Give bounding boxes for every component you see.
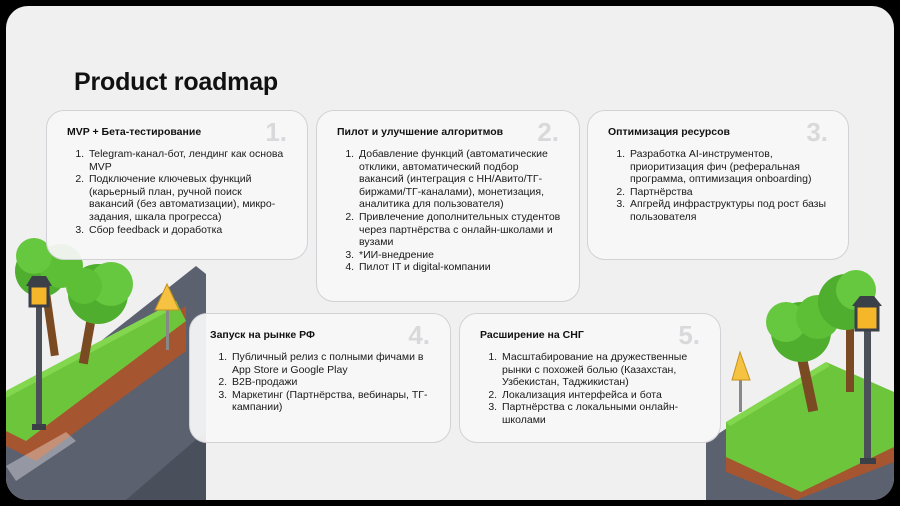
stage-number: 5. <box>678 320 700 350</box>
roadmap-stage-1 <box>46 110 308 260</box>
stage-item: 2. Партнёрства <box>628 186 830 199</box>
stage-heading: Запуск на рынке РФ <box>210 329 316 341</box>
stage-item: 3. Маркетинг (Партнёрства, вебинары, ТГ-кампании) <box>230 389 432 414</box>
stage-item-list <box>480 351 702 427</box>
page-title: Product roadmap <box>74 68 278 96</box>
roadmap-stage-4 <box>189 313 451 443</box>
stage-item: 2. B2B-продажи <box>230 376 432 389</box>
stage-number: 3. <box>806 117 828 147</box>
roadmap-stage-3 <box>587 110 849 260</box>
stage-item: 3. *ИИ-внедрение <box>357 249 561 262</box>
stage-item-list <box>608 148 830 224</box>
stage-item: 2. Локализация интерфейса и бота <box>500 389 702 402</box>
park-scene-right <box>706 262 894 500</box>
stage-item-list <box>67 148 289 236</box>
stage-item: 4. Пилот IT и digital-компании <box>357 261 561 274</box>
stage-item: 1. Публичный релиз с полными фичами в App Store и Google Play <box>230 351 432 376</box>
stage-number: 1. <box>265 117 287 147</box>
stage-item: 1. Telegram-канал-бот, лендинг как основа MVP <box>87 148 289 173</box>
stage-item-list <box>337 148 561 274</box>
stage-number: 2. <box>537 117 559 147</box>
stage-number: 4. <box>408 320 430 350</box>
stage-heading: Расширение на СНГ <box>480 329 584 341</box>
stage-heading: Оптимизация ресурсов <box>608 126 730 138</box>
park-scene-left <box>6 226 206 500</box>
stage-item: 1. Добавление функций (автоматические отклики, автоматический подбор вакансий (интеграция с HH/Авито/ТГ-биржами/ТГ-каналами), монетизация, аналитика для пользователя) <box>357 148 561 211</box>
roadmap-stage-5 <box>459 313 721 443</box>
stage-heading: Пилот и улучшение алгоритмов <box>337 126 504 138</box>
stage-heading: MVP + Бета-тестирование <box>67 126 202 138</box>
roadmap-slide <box>6 6 894 500</box>
stage-item: 1. Разработка AI-инструментов, приоритизация фич (реферальная программа, оптимизация onboarding) <box>628 148 830 186</box>
stage-item: 3. Апгрейд инфраструктуры под рост базы пользователя <box>628 198 830 223</box>
stage-item: 3. Партнёрства с локальными онлайн-школами <box>500 401 702 426</box>
stage-item: 2. Подключение ключевых функций (карьерный план, ручной поиск вакансий (без автоматизации), микро-задания, шкала прогресса) <box>87 173 289 223</box>
stage-item-list <box>210 351 432 414</box>
stage-item: 2. Привлечение дополнительных студентов через партнёрства с онлайн-школами и вузами <box>357 211 561 249</box>
roadmap-stage-2 <box>316 110 580 302</box>
stage-item: 1. Масштабирование на дружественные рынки с похожей болью (Казахстан, Узбекистан, Таджикистан) <box>500 351 702 389</box>
stage-item: 3. Сбор feedback и доработка <box>87 224 289 237</box>
